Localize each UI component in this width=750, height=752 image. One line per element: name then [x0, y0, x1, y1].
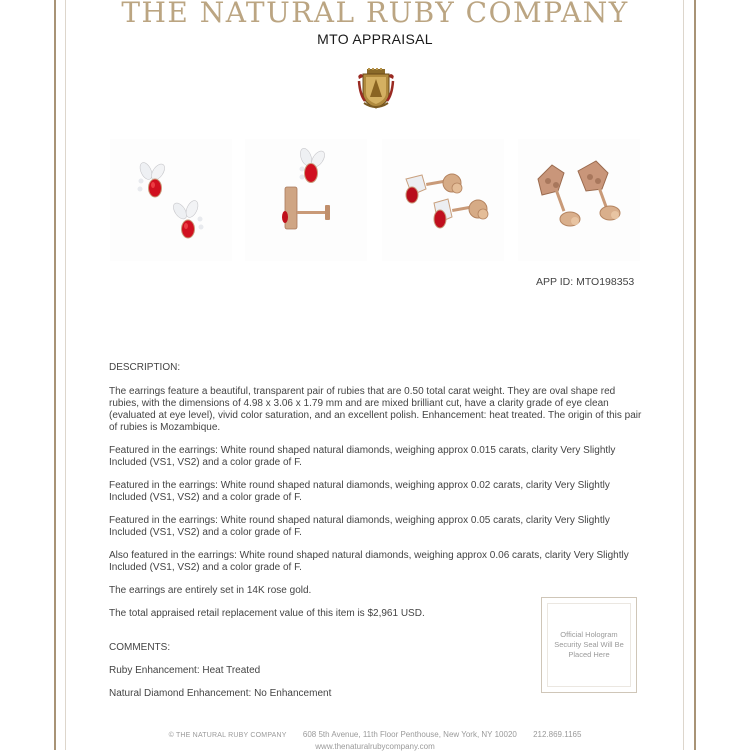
- description-label: DESCRIPTION:: [109, 362, 181, 373]
- comments-label: COMMENTS:: [109, 642, 171, 653]
- description-paragraph: The earrings are entirely set in 14K rose gold.: [109, 585, 312, 596]
- footer-phone: 212.869.1165: [533, 730, 582, 739]
- border-inner-right: [683, 0, 684, 750]
- hologram-seal-placeholder: [541, 597, 637, 693]
- earring-2: [171, 199, 204, 238]
- product-image-4[interactable]: [518, 139, 640, 261]
- description-paragraph: Also featured in the earrings: White round shaped natural diamonds, weighing approx 0.06 carats, clarity Very Slightly Included (VS1, VS2) and a color grade of F.: [109, 550, 629, 573]
- document-type: MTO APPRAISAL: [317, 31, 433, 47]
- app-id: APP ID: MTO198353: [536, 276, 635, 288]
- description-paragraph: Featured in the earrings: White round shaped natural diamonds, weighing approx 0.015 carats, clarity Very Slightly Included (VS1, VS2) and a color grade of F.: [109, 445, 616, 468]
- description-paragraph: Featured in the earrings: White round shaped natural diamonds, weighing approx 0.02 carats, clarity Very Slightly Included (VS1, VS2) and a color grade of F.: [109, 480, 610, 503]
- description-paragraph: The earrings feature a beautiful, transparent pair of rubies that are 0.50 total carat weight. They are oval shape red rubies, with the dimensions of 4.98 x 3.06 x 1.79 mm and are mixed brilliant cut, have a clarity grade of eye clean (evaluated at eye level), vivid color saturation, and an excellent polish. Enhancement: heat treated. The origin of this pair of rubies is Mozambique.: [109, 386, 642, 433]
- product-image-2[interactable]: [245, 139, 367, 261]
- crest-logo-icon: [356, 67, 396, 111]
- border-outer-left: [54, 0, 56, 750]
- product-image-3[interactable]: [382, 139, 504, 261]
- footer: [0, 729, 750, 752]
- product-image-1[interactable]: [110, 139, 232, 261]
- description-paragraph: Featured in the earrings: White round shaped natural diamonds, weighing approx 0.05 carats, clarity Very Slightly Included (VS1, VS2) and a color grade of F.: [109, 515, 610, 538]
- comment-item: Ruby Enhancement: Heat Treated: [109, 665, 261, 676]
- company-title: THE NATURAL RUBY COMPANY: [121, 0, 629, 29]
- hologram-text: Official Hologram Security Seal Will Be Placed Here: [554, 630, 624, 659]
- footer-address: 608 5th Avenue, 11th Floor Penthouse, New York, NY 10020: [302, 730, 517, 739]
- border-outer-right: [694, 0, 696, 750]
- footer-website-link[interactable]: www.thenaturalrubycompany.com: [315, 742, 435, 751]
- border-inner-left: [65, 0, 66, 750]
- footer-company: © THE NATURAL RUBY COMPANY: [168, 732, 287, 739]
- earring-1: [138, 161, 168, 197]
- appraised-value: The total appraised retail replacement value of this item is $2,961 USD.: [109, 608, 425, 619]
- hologram-inner-frame: [547, 603, 631, 687]
- comment-item: Natural Diamond Enhancement: No Enhancement: [109, 688, 332, 699]
